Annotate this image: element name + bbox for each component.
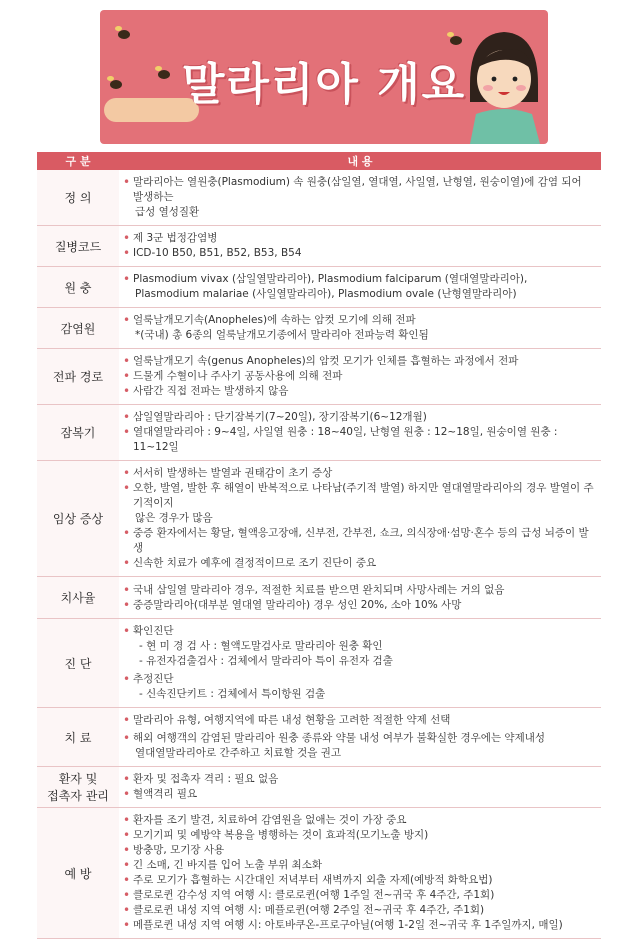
- row-category: [37, 461, 119, 577]
- bullet-item: • 해외 여행객의 감염된 말라리아 원충 종류와 약물 내성 여부가 불확실한 경우에는 약제내성: [121, 731, 595, 746]
- bullet-item: • 삼일열말라리아 : 단기잠복기(7~20일), 장기잠복기(6~12개월): [121, 410, 595, 425]
- table-row: [37, 577, 601, 619]
- text-line: Plasmodium malariae (사일열말라리아), Plasmodium ovale (난형열말라리아): [135, 288, 517, 300]
- category-label: 잠복기: [60, 426, 96, 440]
- bullet-item: • 혈액격리 필요: [121, 787, 595, 802]
- bullet-item: • 사람간 직접 전파는 발생하지 않음: [121, 384, 595, 399]
- bullet-item: • ICD-10 B50, B51, B52, B53, B54: [121, 246, 595, 261]
- table-row: [37, 461, 601, 577]
- header-content: 내 용: [119, 152, 601, 170]
- bullet-item: • 얼룩날개모기속(Anopheles)에 속하는 암컷 모기에 의해 전파: [121, 313, 595, 328]
- row-category: [37, 808, 119, 939]
- bullet-item: • 열대열말라리아 : 9~4일, 사일열 원충 : 18~40일, 난형열 원충 : 12~18일, 원숭이열 원충 : 11~12일: [121, 425, 595, 455]
- text-line: - 신속진단키트 : 검체에서 특이항원 검출: [139, 688, 326, 700]
- row-content: [119, 808, 601, 939]
- category-label: 환자 및: [58, 772, 98, 786]
- category-label: 원 충: [64, 280, 92, 295]
- bullet-item: • 말라리아 유형, 여행지역에 따른 내성 현황을 고려한 적절한 약제 선택: [121, 713, 595, 728]
- row-category: [37, 267, 119, 308]
- text-line: *(국내) 총 6종의 얼룩날개모기종에서 말라리아 전파능력 확인됨: [135, 329, 429, 341]
- bullet-item: • 오한, 발열, 발한 후 해열이 반복적으로 나타남(주기적 발열) 하지만 열대열말라리아의 경우 발열이 주기적이지: [121, 481, 595, 511]
- bullet-item: • 중증 환자에서는 황달, 혈액응고장애, 신부전, 간부전, 쇼크, 의식장애·섬망·혼수 등의 급성 뇌증이 발생: [121, 526, 595, 556]
- header-category: 구 분: [37, 152, 119, 170]
- mosquito-icon: [118, 30, 130, 39]
- row-content: [119, 577, 601, 619]
- row-content: [119, 226, 601, 267]
- row-content: [119, 267, 601, 308]
- row-category: [37, 708, 119, 767]
- bullet-item: • 중증말라리아(대부분 열대열 말라리아) 경우 성인 20%, 소아 10% 사망: [121, 598, 595, 613]
- table-row: [37, 170, 601, 226]
- row-category: [37, 226, 119, 267]
- bullet-item: • 추정진단: [121, 672, 595, 687]
- bullet-item: • 모기기피 및 예방약 복용을 병행하는 것이 효과적(모기노출 방지): [121, 828, 595, 843]
- table-row: [37, 767, 601, 808]
- bullet-item: • 메플로퀸 내성 지역 여행 시: 아토바쿠온-프로구아닐(여행 1-2일 전~귀국 후 1주일까지, 매일): [121, 918, 595, 933]
- table-row: [37, 349, 601, 405]
- text-line: - 유전자검출검사 : 검체에서 말라리아 특이 유전자 검출: [139, 655, 393, 667]
- category-label: 감염원: [60, 321, 96, 336]
- bullet-item: • 서서히 발생하는 발열과 권태감이 초기 증상: [121, 466, 595, 481]
- row-content: [119, 170, 601, 226]
- bullet-item: • 드물게 수혈이나 주사기 공동사용에 의해 전파: [121, 369, 595, 384]
- category-label: 진 단: [64, 656, 92, 671]
- category-label: 접촉자 관리: [47, 789, 109, 803]
- row-category: [37, 308, 119, 349]
- table-row: [37, 267, 601, 308]
- bullet-item: • 클로로퀸 내성 지역 여행 시: 메플로퀸(여행 2주일 전~귀국 후 4주간, 주1회): [121, 903, 595, 918]
- row-content: [119, 308, 601, 349]
- text-line: 급성 열성질환: [135, 206, 200, 218]
- bullet-item: • Plasmodium vivax (삼일열말라리아), Plasmodium falciparum (열대열말라리아),: [121, 272, 595, 287]
- row-content: [119, 708, 601, 767]
- category-label: 예 방: [64, 866, 92, 881]
- bullet-item: • 환자를 조기 발견, 치료하여 감염원을 없애는 것이 가장 중요: [121, 813, 595, 828]
- row-category: [37, 405, 119, 461]
- bullet-item: • 주로 모기가 흡혈하는 시간대인 저녁부터 새벽까지 외출 자제(예방적 화학요법): [121, 873, 595, 888]
- bullet-item: • 얼룩날개모기 속(genus Anopheles)의 암컷 모기가 인체를 흡혈하는 과정에서 전파: [121, 354, 595, 369]
- category-label: 치사율: [60, 591, 96, 605]
- bullet-item: • 확인진단: [121, 624, 595, 639]
- category-label: 치 료: [64, 730, 92, 745]
- row-content: [119, 619, 601, 708]
- title-banner: [100, 10, 548, 144]
- row-content: [119, 405, 601, 461]
- table-row: [37, 226, 601, 267]
- row-category: [37, 767, 119, 808]
- row-content: [119, 461, 601, 577]
- table-row: [37, 619, 601, 708]
- row-content: [119, 767, 601, 808]
- row-category: [37, 170, 119, 226]
- row-category: [37, 577, 119, 619]
- text-line: 않은 경우가 많음: [135, 512, 213, 524]
- table-row: [37, 405, 601, 461]
- bullet-item: • 국내 삼일열 말라리아 경우, 적절한 치료를 받으면 완치되며 사망사례는 거의 없음: [121, 583, 595, 598]
- malaria-overview-table: [37, 152, 601, 939]
- category-label: 전파 경로: [52, 370, 104, 384]
- category-label: 질병코드: [54, 239, 102, 254]
- row-content: [119, 349, 601, 405]
- row-category: [37, 349, 119, 405]
- bullet-item: • 환자 및 접촉자 격리 : 필요 없음: [121, 772, 595, 787]
- bullet-item: • 말라리아는 열원충(Plasmodium) 속 원충(삼일열, 열대열, 사일열, 난형열, 원숭이열)에 감염 되어 발생하는: [121, 175, 595, 205]
- table-header-row: [37, 152, 601, 170]
- row-category: [37, 619, 119, 708]
- bullet-item: • 방충망, 모기장 사용: [121, 843, 595, 858]
- bullet-item: • 클로로퀸 감수성 지역 여행 시: 클로로퀸(여행 1주일 전~귀국 후 4주간, 주1회): [121, 888, 595, 903]
- table-row: [37, 308, 601, 349]
- bullet-item: • 제 3군 법정감염병: [121, 231, 595, 246]
- category-label: 임상 증상: [52, 512, 104, 526]
- table-row: [37, 708, 601, 767]
- category-label: 정 의: [64, 191, 92, 205]
- bullet-item: • 신속한 치료가 예후에 결정적이므로 조기 진단이 중요: [121, 556, 595, 571]
- text-line: - 현 미 경 검 사 : 혈액도말검사로 말라리아 원충 확인: [139, 640, 383, 652]
- text-line: 열대열말라리아로 간주하고 치료할 것을 권고: [135, 747, 342, 759]
- bullet-item: • 긴 소매, 긴 바지를 입어 노출 부위 최소화: [121, 858, 595, 873]
- page-title: 말라리아 개요: [181, 59, 467, 110]
- table-row: [37, 808, 601, 939]
